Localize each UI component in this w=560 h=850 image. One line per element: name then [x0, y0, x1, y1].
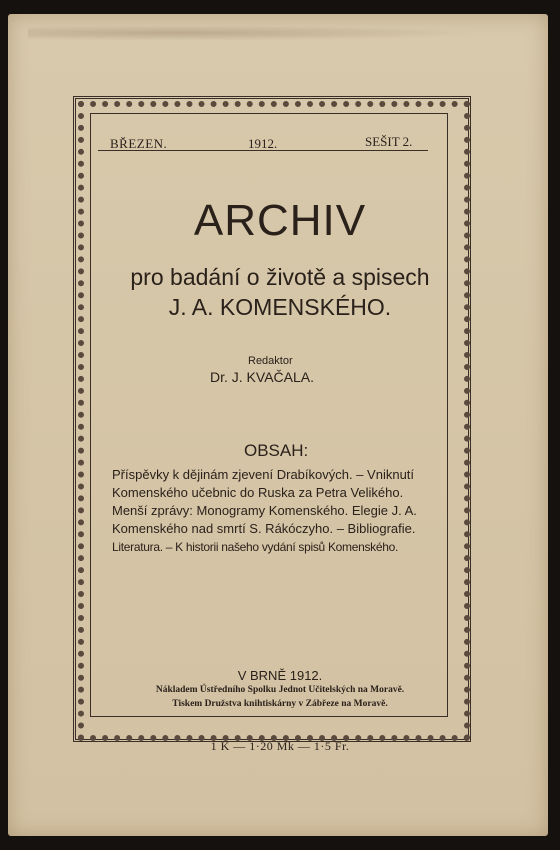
contents-line: Komenského nad smrtí S. Rákóczyho. – Bibliografie. [112, 521, 416, 536]
journal-subject: J. A. KOMENSKÉHO. [168, 294, 392, 320]
editor-name: Dr. J. KVAČALA. [210, 369, 314, 385]
publisher-line: Nákladem Ústředního Spolku Jednot Učitelských na Moravě. [155, 685, 405, 695]
issue-number: SEŠIT 2. [365, 134, 413, 149]
editor-label: Redaktor [248, 355, 293, 367]
publication-place-year: V BRNĚ 1912. [237, 668, 323, 683]
journal-title: ARCHIV [193, 196, 367, 245]
contents-line: Komenského učebnic do Ruska za Petra Velikého. [112, 485, 404, 500]
contents-line: Příspěvky k dějinám zjevení Drabíkových. – Vniknutí [112, 467, 415, 482]
paper-wear [28, 24, 528, 42]
journal-subtitle: pro badání o životě a spisech [130, 264, 430, 290]
issue-month: BŘEZEN. [110, 136, 168, 151]
contents-list [112, 466, 438, 556]
contents-line: Menší zprávy: Monogramy Komenského. Elegie J. A. [112, 503, 417, 518]
contents-line: Literatura. – K historii našeho vydání spisů Komenského. [112, 540, 399, 554]
price-line: 1 K — 1·20 Mk — 1·5 Fr. [210, 739, 350, 753]
issue-year: 1912. [248, 136, 278, 151]
contents-heading: OBSAH: [244, 441, 309, 460]
printer-line: Tiskem Družstva knihtiskárny v Zábřeze na Moravě. [172, 699, 388, 709]
header-rule [98, 150, 428, 151]
